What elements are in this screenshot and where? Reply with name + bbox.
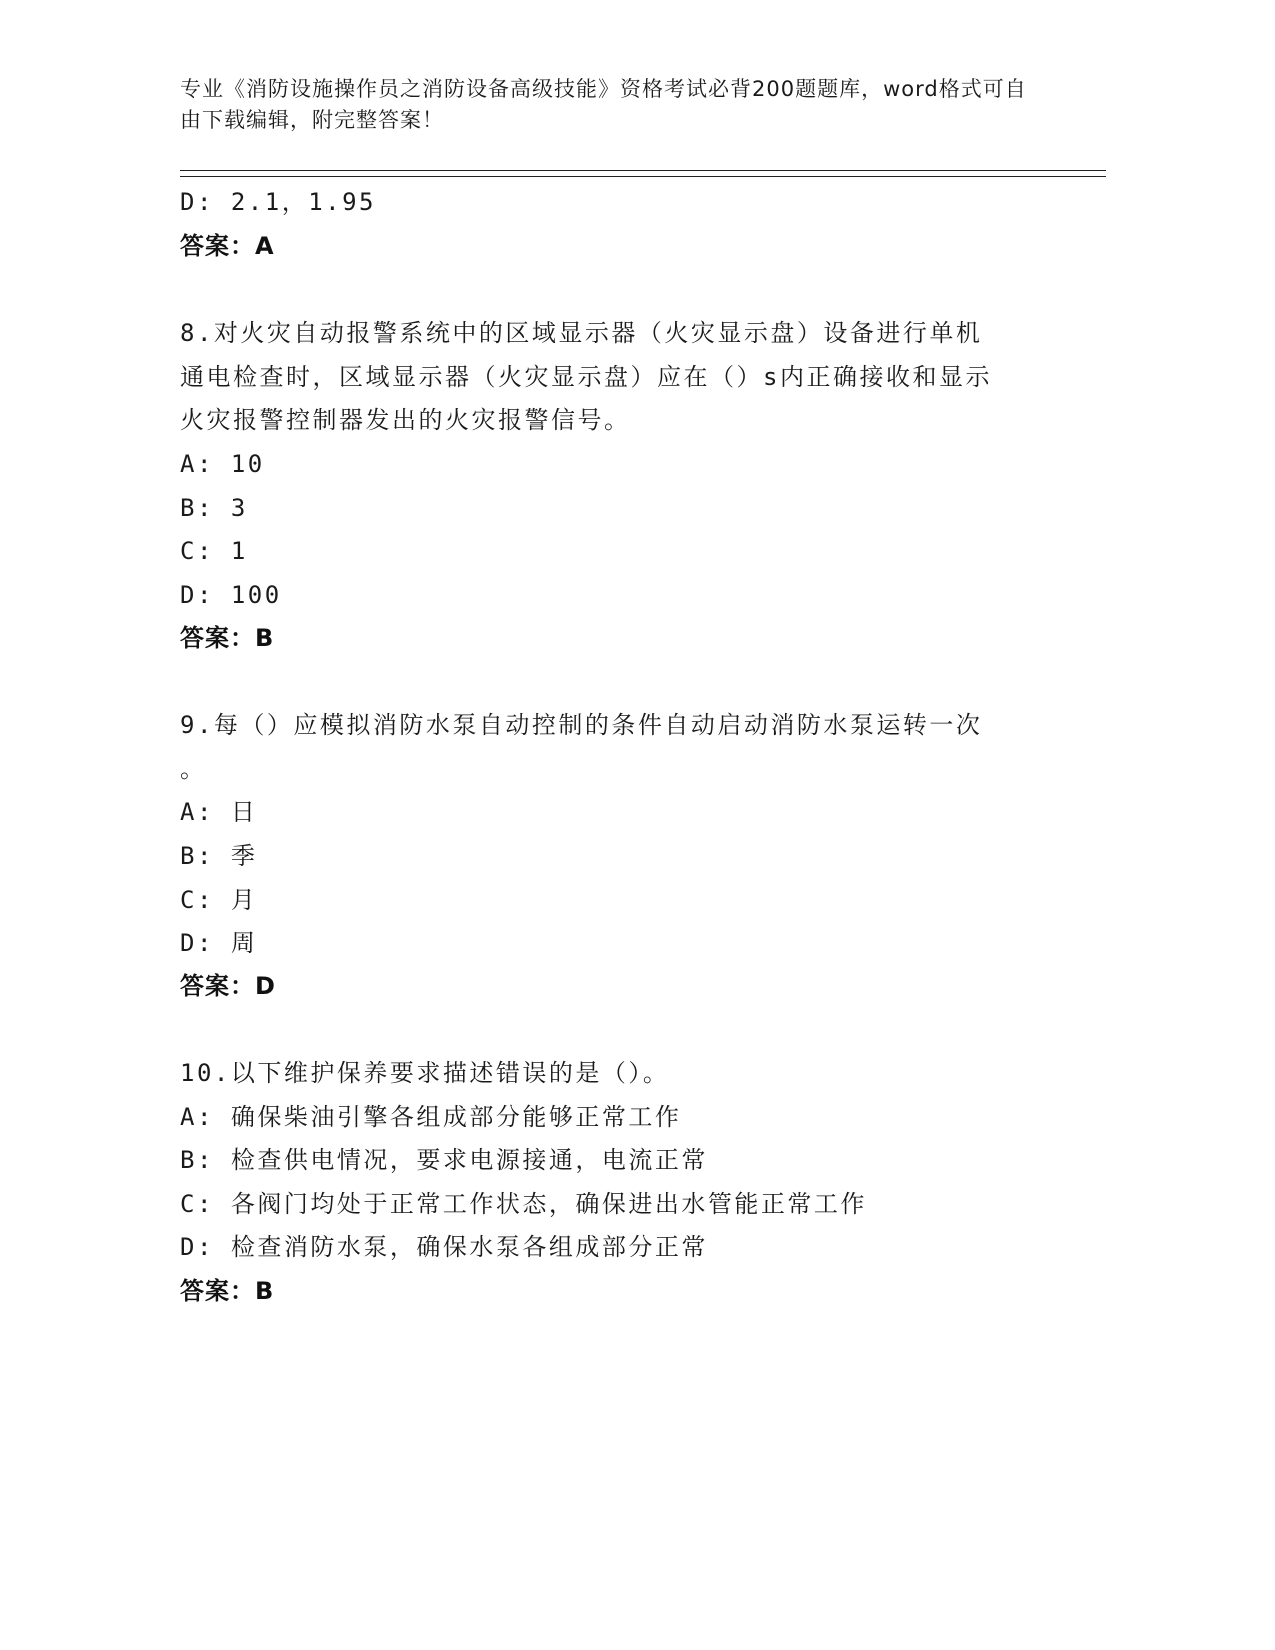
q8-option-a: A: 10	[180, 450, 265, 478]
prev-answer: 答案：A	[180, 232, 275, 260]
q8-answer: 答案：B	[180, 624, 275, 652]
q10-option-a: A: 确保柴油引擎各组成部分能够正常工作	[180, 1103, 682, 1131]
q8-stem-line-1: 8.对火灾自动报警系统中的区域显示器（火灾显示盘）设备进行单机	[180, 319, 983, 347]
q8-stem-line-3: 火灾报警控制器发出的火灾报警信号。	[180, 406, 631, 434]
q8-option-d: D: 100	[180, 581, 282, 609]
q9-answer: 答案：D	[180, 972, 276, 1000]
prev-option-d: D: 2.1，1.95	[180, 188, 376, 216]
q9-stem-line-2: 。	[180, 755, 207, 783]
q10-answer: 答案：B	[180, 1277, 275, 1305]
q9-option-c: C: 月	[180, 886, 258, 914]
header-divider-top	[180, 170, 1106, 171]
q9-option-d: D: 周	[180, 929, 258, 957]
q10-stem-line-1: 10.以下维护保养要求描述错误的是（）。	[180, 1059, 670, 1087]
q8-option-c: C: 1	[180, 537, 248, 565]
header-divider-bottom	[180, 176, 1106, 177]
q9-option-b: B: 季	[180, 842, 258, 870]
q10-option-c: C: 各阀门均处于正常工作状态，确保进出水管能正常工作	[180, 1190, 867, 1218]
q8-option-b: B: 3	[180, 494, 248, 522]
q10-option-d: D: 检查消防水泵，确保水泵各组成部分正常	[180, 1233, 708, 1261]
q9-stem-line-1: 9.每（）应模拟消防水泵自动控制的条件自动启动消防水泵运转一次	[180, 711, 983, 739]
q8-stem-line-2: 通电检查时，区域显示器（火灾显示盘）应在（）s内正确接收和显示	[180, 363, 992, 391]
q9-option-a: A: 日	[180, 798, 258, 826]
q10-option-b: B: 检查供电情况，要求电源接通，电流正常	[180, 1146, 708, 1174]
document-header: 专业《消防设施操作员之消防设备高级技能》资格考试必背200题题库，word格式可自由下载编辑，附完整答案！	[180, 77, 1027, 132]
